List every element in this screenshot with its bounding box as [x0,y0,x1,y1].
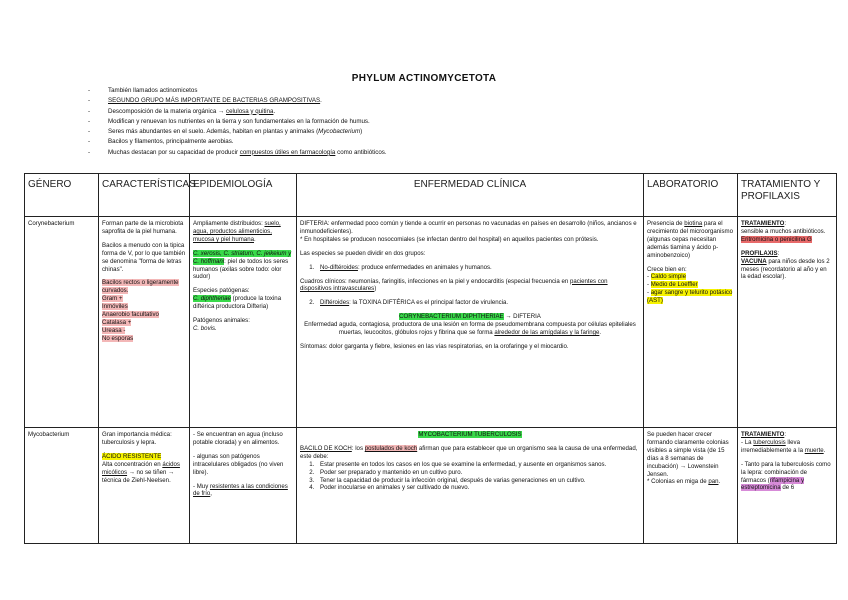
text-paragraph: Las especies se pueden dividir en dos grupos: [300,249,426,257]
text-paragraph: sensible a muchos antibióticos. [741,227,826,235]
cell-genero [25,217,99,428]
trait-item: Catalasa + [102,318,132,326]
intro-bullet: - Descomposición de la materia orgánica → celulosa y quitina. [88,107,387,117]
table-header-row [25,174,837,217]
text-paragraph: - Muy resistentes a las condiciones de frío, [193,482,288,498]
highlight-pink: postulados de koch [364,444,418,452]
list-item: 2. Diftéroides: la TOXINA DIFTÉRICA es el principal factor de virulencia. [316,299,640,307]
culture-medium-item: agar sangre y telurito potásico (AST) [647,289,733,305]
trait-item: Bacilos rectos o ligeramente curvados. [102,279,179,295]
header-genero: GÉNERO [25,174,99,217]
section-heading: TRATAMIENTO: [741,220,787,227]
cell-tratamiento [738,428,837,544]
text-paragraph: VACUNA para niños desde los 2 meses (recordatorio al año y en la edad escolar). [741,257,830,281]
header-enfermedad-clinica: ENFERMEDAD CLÍNICA [297,174,644,217]
text-paragraph: - algunas son patógenos intracelulares obligados (no viven libre). [193,452,284,476]
list-item: 4. Poder inocularse en animales y ser cultivado de nuevo. [316,484,640,492]
intro-bullet: - También llamados actinomicetos [88,86,387,96]
text-paragraph: Enfermedad aguda, contagiosa, productora de una lesión en forma de pseudomembrana compuesta por células epiteliales muertas, leucocitos, glóbulos rojos y fibrina que se forma alrededor de las amígdalas y la faringe. [304,321,636,337]
text-paragraph: Bacilos a menudo con la tipica forma de V, por lo que también se denomina "forma de letras chinas". [102,241,186,273]
page-title: PHYLUM ACTINOMYCETOTA [351,73,497,84]
text-paragraph: - Se encuentran en agua (incluso potable clorada) y en alimentos. [193,431,283,446]
culture-medium-item: Medio de Loeffler [650,281,698,289]
text-paragraph: DIFTERIA: enfermedad poco común y tiende a ocurrir en personas no vacunadas en países en desarrollo (niños, ancianos e inmunodeficientes). [300,220,637,235]
text-paragraph: BACILO DE KOCH: los postulados de koch afirman que para establecer que un organismo sea la causa de una enfermedad, este debe: [300,444,638,460]
text-paragraph: Cuadros clínicos: neumonías, faringitis, infecciones en la piel y endocarditis (especial frecuencia en pacientes con dispositivos intravasculares) [300,277,608,293]
numbered-list [300,299,640,307]
cell-enfermedad-clinica [297,428,644,544]
cell-laboratorio [644,217,738,428]
highlighted-traits-list [102,279,186,342]
text-paragraph: - La tuberculosis lleva irremediablemente a la muerte. [741,438,826,454]
trait-item: Inmóviles [102,303,128,311]
intro-bullet: - Bacilos y filamentos, principalmente aerobias. [88,137,387,147]
text-paragraph: Síntomas: dolor garganta y fiebre, lesiones en las vías respiratorias, en la orofaringe y el miocardio. [300,342,569,350]
section-banner: MYCOBACTERIUM TUBERCULOSIS [418,431,522,438]
highlight-red: Eritromicina o penicilina G [741,235,812,243]
text-paragraph: Gran importancia médica: tuberculosis y lepra. [102,431,172,446]
genus-name: Mycobacterium [28,431,70,438]
list-item: 1. No-diftéroides: produce enfermedades en animales y humanos. [316,264,640,272]
text-paragraph: C. xerosis, C. striatum, C. jeikeium y C. hoffmani: piel de todos los seres humanos (axilas sobre todo: olor sudor) [193,249,292,281]
intro-bullet: - Muchas destacan por su capacidad de producir compuestos útiles en farmacología como antibióticos. [88,148,387,158]
trait-item: Gram + [102,295,123,303]
actinomycetota-table [24,173,837,544]
highlight-yellow: ÁCIDO RESISTENTE [102,452,162,460]
text-paragraph [741,236,833,244]
section-heading: PROFILAXIS: [741,249,780,257]
text-paragraph: Forman parte de la microbiota saprofita de la piel humana. [102,220,184,235]
text-paragraph: Presencia de biotina para el crecimiento del microorganismo (algunas cepas necesitan además tiamina y ácido p-aminobenzoico) [647,220,734,259]
text-paragraph: Crece bien en: [647,265,687,273]
intro-bullet: - Modifican y renuevan los nutrientes en la tierra y son fundamentales en la formación de humus. [88,117,387,127]
header-laboratorio: LABORATORIO [644,174,738,217]
section-heading: TRATAMIENTO: [741,431,787,438]
header-caracteristicas: CARACTERÍSTICAS [99,174,190,217]
intro-bullet: - Seres más abundantes en el suelo. Además, habitan en plantas y animales (Mycobacterium) [88,127,387,137]
genus-name: Corynebacterium [28,220,75,227]
text-paragraph: * En hospitales se producen nosocomiales (se infectan dentro del hospital) en aquellos pacientes con prótesis. [300,235,599,243]
table-row-corynebacterium [25,217,837,428]
cell-epidemiologia [190,428,297,544]
text-paragraph: Alta concentración en ácidos micólicos → no se tiñen → técnica de Ziehl-Neelsen. [102,460,180,484]
text-paragraph: Ampliamente distribuidos: suelo, agua, productos alimenticios, mucosa y piel humana. [193,220,281,243]
highlight-green: C. xerosis, C. striatum, C. jeikeium y C. hoffmani [193,249,292,265]
cell-enfermedad-clinica [297,217,644,428]
media-list: - Caldo simple - Medio de Loeffler - agar sangre y telurito potásico (AST) [647,273,733,305]
text-paragraph: Especies patógenas: C. diphtheriae (produce la toxina diftérica productora Difteria) [193,287,282,311]
intro-bullet-list [88,86,387,158]
text-paragraph [102,453,186,461]
cell-caracteristicas [99,217,190,428]
trait-item: Ureasa - [102,326,126,334]
cell-tratamiento [738,217,837,428]
highlight-green: C. diphtheriae [193,295,231,303]
highlight-purple: rifampicina y estreptomicina [741,476,804,492]
list-item: 2. Poder ser preparado y mantenido en un cultivo puro. [316,469,640,477]
numbered-list [300,264,640,272]
text-paragraph: Patógenos animales: C. bovis. [193,317,250,332]
section-banner: CORYNEBACTERIUM DIPHTHERIAE → DIFTERIA [399,313,541,321]
trait-item: No esporas [102,334,134,342]
list-item: 3. Tener la capacidad de producir la infección original, después de varias generaciones en un cultivo. [316,477,640,485]
cell-epidemiologia [190,217,297,428]
culture-medium-item: Caldo simple [650,273,686,281]
numbered-list [300,461,640,493]
cell-laboratorio [644,428,738,544]
text-paragraph: * Colonias en miga de pan. [647,478,721,486]
trait-item: Anaerobio facultativo [102,311,159,319]
intro-bullet: - SEGUNDO GRUPO MÁS IMPORTANTE DE BACTERIAS GRAMPOSITIVAS. [88,96,387,106]
header-tratamiento: TRATAMIENTO Y PROFILAXIS [738,174,837,217]
cell-genero [25,428,99,544]
list-item: 1. Estar presente en todos los casos en los que se examine la enfermedad, y ausente en organismos sanos. [316,461,640,469]
header-epidemiologia: EPIDEMIOLOGÍA [190,174,297,217]
text-paragraph: Se pueden hacer crecer formando claramente colonias visibles a simple vista (de 15 días a 8 semanas de incubación) → Lowenstein Jensen. [647,431,729,478]
cell-caracteristicas [99,428,190,544]
text-paragraph: - Tanto para la tuberculosis como la lepra: combinación de fármacos (rifampicina y estreptomicina de 6 [741,460,831,492]
table-row-mycobacterium [25,428,837,544]
